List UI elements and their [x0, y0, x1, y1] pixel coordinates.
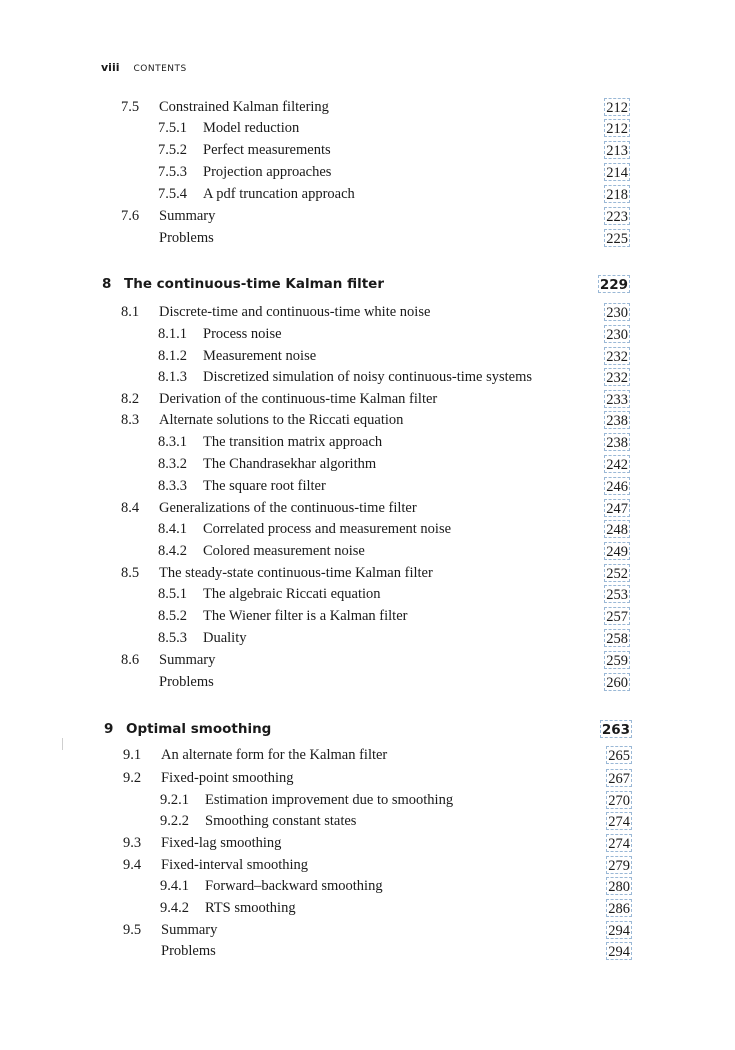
toc-title: A pdf truncation approach	[203, 186, 355, 202]
toc-page-link[interactable]: 265	[608, 748, 630, 764]
toc-number: 8.3.1	[158, 434, 187, 450]
toc-page-link[interactable]: 212	[606, 100, 628, 116]
toc-section[interactable]	[0, 745, 735, 765]
toc-number: 9.2.1	[160, 792, 189, 808]
toc-number: 7.5	[121, 99, 140, 115]
toc-title: Measurement noise	[203, 348, 317, 364]
toc-subsection[interactable]	[0, 162, 735, 182]
toc-number: 7.5.2	[158, 142, 187, 158]
toc-title: Problems	[161, 943, 216, 959]
toc-title: Generalizations of the continuous-time filter	[159, 500, 417, 516]
toc-title: The square root filter	[203, 478, 326, 494]
toc-number: 8.5	[121, 565, 140, 581]
toc-title: The algebraic Riccati equation	[203, 586, 381, 602]
toc-title: Optimal smoothing	[126, 721, 272, 737]
toc-page-link[interactable]: 267	[608, 771, 630, 787]
toc-page-link[interactable]: 225	[606, 231, 628, 247]
toc-section[interactable]	[0, 563, 735, 583]
toc-title: Summary	[159, 652, 216, 668]
toc-page-link[interactable]: 294	[608, 923, 630, 939]
toc-subsection[interactable]	[0, 811, 735, 831]
toc-number: 7.5.4	[158, 186, 187, 202]
toc-page-link[interactable]: 270	[608, 793, 630, 809]
toc-title: Correlated process and measurement noise	[203, 521, 452, 537]
toc-section[interactable]	[0, 206, 735, 226]
toc-page-link[interactable]: 230	[606, 305, 628, 321]
toc-page-link[interactable]: 279	[608, 858, 630, 874]
toc-page-link[interactable]: 259	[606, 653, 628, 669]
toc-number: 8	[102, 276, 112, 292]
toc-section[interactable]	[0, 498, 735, 518]
toc-title: The transition matrix approach	[203, 434, 383, 450]
toc-section[interactable]	[0, 920, 735, 940]
toc-title: Derivation of the continuous-time Kalman filter	[159, 391, 438, 407]
toc-number: 9.4	[123, 857, 142, 873]
toc-page-link[interactable]: 253	[606, 587, 628, 603]
toc-page-link[interactable]: 246	[606, 479, 628, 495]
toc-subsection[interactable]	[0, 606, 735, 626]
toc-page-link[interactable]: 294	[608, 944, 630, 960]
toc-title: Colored measurement noise	[203, 543, 365, 559]
toc-section[interactable]	[0, 228, 735, 248]
toc-subsection[interactable]	[0, 876, 735, 896]
toc-chapter[interactable]	[0, 719, 735, 739]
toc-title: The continuous-time Kalman filter	[124, 276, 384, 292]
toc-number: 9.1	[123, 747, 142, 763]
toc-section[interactable]	[0, 941, 735, 961]
page-header	[101, 61, 187, 74]
toc-number: 8.1	[121, 304, 140, 320]
toc-title: Fixed-point smoothing	[161, 770, 294, 786]
toc-page-link[interactable]: 247	[606, 501, 628, 517]
toc-subsection[interactable]	[0, 898, 735, 918]
toc-title: Discretized simulation of noisy continuous-time systems	[203, 369, 533, 385]
toc-title: Summary	[161, 922, 218, 938]
toc-page-link[interactable]: 223	[606, 209, 628, 225]
toc-section[interactable]	[0, 650, 735, 670]
toc-page-link[interactable]: 218	[606, 187, 628, 203]
toc-subsection[interactable]	[0, 367, 735, 387]
toc-title: Fixed-lag smoothing	[161, 835, 282, 851]
toc-subsection[interactable]	[0, 140, 735, 160]
toc-number: 7.5.1	[158, 120, 187, 136]
toc-number: 9.2	[123, 770, 142, 786]
toc-title: The Chandrasekhar algorithm	[203, 456, 377, 472]
toc-subsection[interactable]	[0, 790, 735, 810]
toc-page-link[interactable]: 274	[608, 836, 630, 852]
toc-section[interactable]	[0, 410, 735, 430]
toc-page-link[interactable]: 212	[606, 121, 628, 137]
toc-title: Perfect measurements	[203, 142, 331, 158]
toc-subsection[interactable]	[0, 346, 735, 366]
toc-number: 8.6	[121, 652, 140, 668]
toc-title: Summary	[159, 208, 216, 224]
toc-page-link[interactable]: 286	[608, 901, 630, 917]
toc-number: 8.2	[121, 391, 140, 407]
toc-number: 8.4.2	[158, 543, 187, 559]
toc-number: 9	[104, 721, 114, 737]
toc-subsection[interactable]	[0, 324, 735, 344]
toc-number: 8.5.2	[158, 608, 187, 624]
toc-page-link[interactable]: 280	[608, 879, 630, 895]
toc-title: An alternate form for the Kalman filter	[161, 747, 388, 763]
toc-subsection[interactable]	[0, 519, 735, 539]
running-head: CONTENTS	[133, 64, 187, 74]
toc-page-link[interactable]: 213	[606, 143, 628, 159]
toc-number: 9.5	[123, 922, 142, 938]
toc-subsection[interactable]	[0, 454, 735, 474]
toc-page-link[interactable]: 229	[599, 277, 628, 293]
toc-number: 8.1.3	[158, 369, 187, 385]
toc-number: 8.4	[121, 500, 140, 516]
toc-title: Constrained Kalman filtering	[159, 99, 329, 115]
page-folio: viii	[101, 61, 120, 74]
toc-number: 8.1.1	[158, 326, 187, 342]
toc-section[interactable]	[0, 768, 735, 788]
toc-section[interactable]	[0, 97, 735, 117]
toc-section[interactable]	[0, 302, 735, 322]
toc-title: The Wiener filter is a Kalman filter	[203, 608, 408, 624]
toc-number: 9.4.2	[160, 900, 189, 916]
toc-title: Duality	[203, 630, 247, 646]
toc-page-link[interactable]: 242	[606, 457, 628, 473]
toc-number: 8.5.1	[158, 586, 187, 602]
toc-title: Problems	[159, 674, 214, 690]
toc-number: 9.3	[123, 835, 142, 851]
toc-page-link[interactable]: 263	[601, 722, 630, 738]
toc-title: Projection approaches	[203, 164, 332, 180]
toc-title: Fixed-interval smoothing	[161, 857, 308, 873]
toc-number: 9.4.1	[160, 878, 189, 894]
toc-title: Estimation improvement due to smoothing	[205, 792, 454, 808]
toc-page-link[interactable]: 230	[606, 327, 628, 343]
toc-page-link[interactable]: 232	[606, 349, 628, 365]
toc-number: 9.2.2	[160, 813, 189, 829]
toc-number: 8.4.1	[158, 521, 187, 537]
toc-title: Model reduction	[203, 120, 300, 136]
toc-page-link[interactable]: 248	[606, 522, 628, 538]
toc-number: 7.5.3	[158, 164, 187, 180]
toc-number: 8.1.2	[158, 348, 187, 364]
toc-page-link[interactable]: 249	[606, 544, 628, 560]
toc-section[interactable]	[0, 855, 735, 875]
toc-title: Alternate solutions to the Riccati equation	[159, 412, 404, 428]
toc-title: Forward–backward smoothing	[205, 878, 383, 894]
toc-section[interactable]	[0, 672, 735, 692]
toc-page-link[interactable]: 260	[606, 675, 628, 691]
toc-page-link[interactable]: 238	[606, 435, 628, 451]
toc-page-link[interactable]: 233	[606, 392, 628, 408]
margin-mark	[62, 738, 63, 750]
toc-subsection[interactable]	[0, 584, 735, 604]
toc-subsection[interactable]	[0, 118, 735, 138]
toc-subsection[interactable]	[0, 541, 735, 561]
toc-section[interactable]	[0, 833, 735, 853]
toc-subsection[interactable]	[0, 628, 735, 648]
toc-title: Discrete-time and continuous-time white noise	[159, 304, 431, 320]
toc-number: 8.3.3	[158, 478, 187, 494]
toc-page-link[interactable]: 252	[606, 566, 628, 582]
toc-number: 8.5.3	[158, 630, 187, 646]
toc-title: The steady-state continuous-time Kalman filter	[159, 565, 433, 581]
toc-section[interactable]	[0, 389, 735, 409]
toc-page-link[interactable]: 274	[608, 814, 630, 830]
toc-number: 8.3	[121, 412, 140, 428]
toc-title: Smoothing constant states	[205, 813, 357, 829]
toc-number: 7.6	[121, 208, 140, 224]
toc-page-link[interactable]: 258	[606, 631, 628, 647]
toc-title: RTS smoothing	[205, 900, 296, 916]
toc-number: 8.3.2	[158, 456, 187, 472]
toc-page-link[interactable]: 214	[606, 165, 628, 181]
toc-page-link[interactable]: 257	[606, 609, 628, 625]
toc-page-link[interactable]: 238	[606, 413, 628, 429]
toc-page-link[interactable]: 232	[606, 370, 628, 386]
toc-subsection[interactable]	[0, 184, 735, 204]
toc-subsection[interactable]	[0, 476, 735, 496]
toc-subsection[interactable]	[0, 432, 735, 452]
toc-title: Problems	[159, 230, 214, 246]
toc-title: Process noise	[203, 326, 282, 342]
toc-chapter[interactable]	[0, 274, 735, 294]
